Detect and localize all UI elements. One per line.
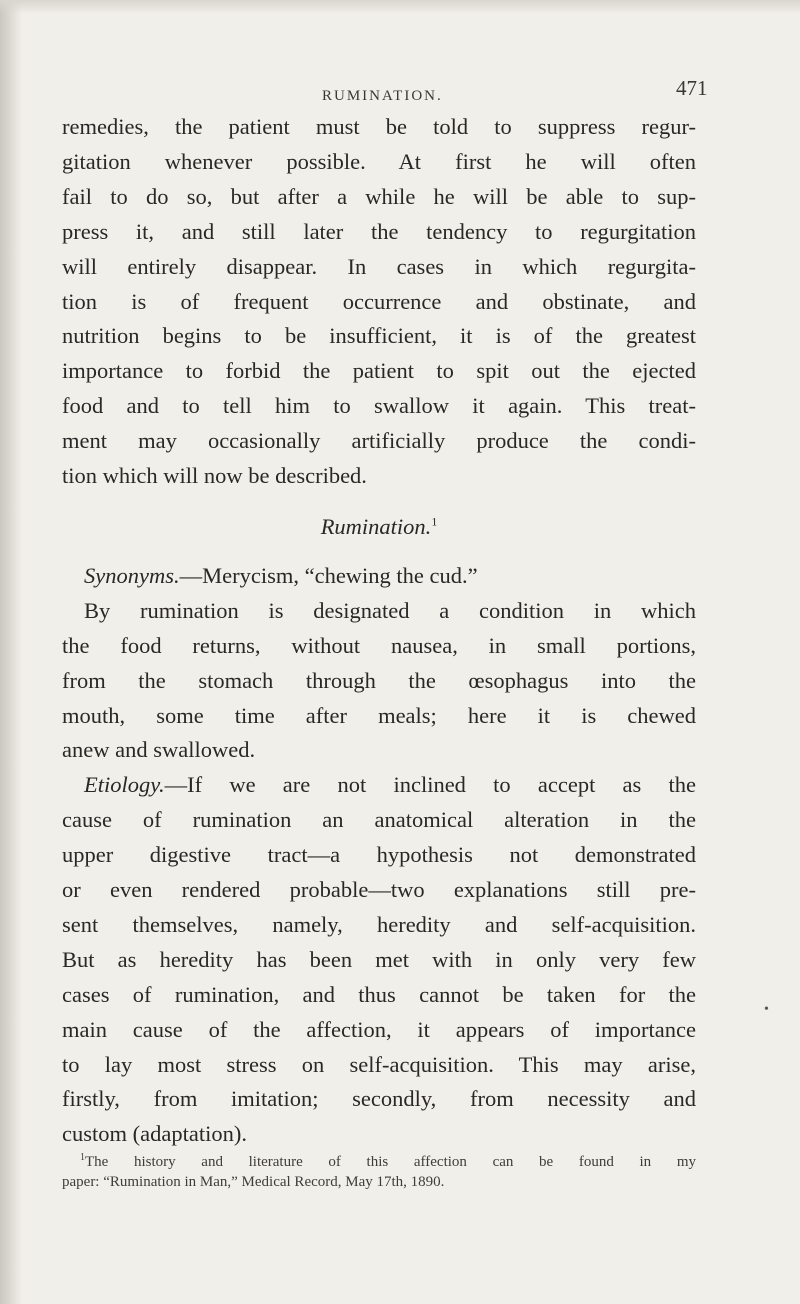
footnote-marker: 1 bbox=[80, 1152, 85, 1163]
text-line: to lay most stress on self-acquisition. This may arise, bbox=[62, 1051, 696, 1077]
text-line: sent themselves, namely, heredity and self-acquisition. bbox=[62, 911, 696, 937]
footnote-text-1: The history and literature of this affection can be found in my bbox=[85, 1154, 696, 1170]
text-line: nutrition begins to be insufficient, it is of the greatest bbox=[62, 323, 696, 349]
text-line: anew and swallowed. bbox=[62, 737, 256, 763]
text-line: from the stomach through the œsophagus into the bbox=[62, 667, 696, 693]
page-edge-shadow-top bbox=[0, 0, 800, 14]
text-line: ment may occasionally artificially produce the condi- bbox=[62, 428, 696, 454]
page-body bbox=[62, 110, 696, 1152]
text-line: food and to tell him to swallow it again. This treat- bbox=[62, 393, 696, 419]
text-line: tion is of frequent occurrence and obstinate, and bbox=[62, 288, 696, 314]
text-line: cause of rumination an anatomical alteration in the bbox=[62, 807, 696, 833]
footnote-reference: 1 bbox=[431, 514, 438, 529]
text-line: or even rendered probable—two explanations still pre- bbox=[62, 877, 696, 903]
text-line: importance to forbid the patient to spit out the ejected bbox=[62, 358, 696, 384]
synonyms-text: —Merycism, “chewing the cud.” bbox=[179, 562, 478, 588]
text-line: mouth, some time after meals; here it is chewed bbox=[62, 702, 696, 728]
text-line: cases of rumination, and thus cannot be taken for the bbox=[62, 981, 696, 1007]
footnote-line bbox=[62, 1152, 696, 1172]
margin-mark: • bbox=[764, 1002, 769, 1017]
text-line: custom (adaptation). bbox=[62, 1121, 247, 1147]
etiology-label: Etiology. bbox=[84, 772, 165, 798]
page-edge-shadow-left bbox=[0, 0, 22, 1304]
text-line: fail to do so, but after a while he will be able to sup- bbox=[62, 183, 696, 209]
synonyms-label: Synonyms. bbox=[84, 562, 180, 588]
text-line bbox=[62, 768, 696, 803]
text-line: upper digestive tract—a hypothesis not demonstrated bbox=[62, 842, 696, 868]
footnote-line: paper: “Rumination in Man,” Medical Record, May 17th, 1890. bbox=[62, 1174, 445, 1190]
section-heading-text: Rumination. bbox=[320, 513, 432, 539]
text-line: gitation whenever possible. At first he will often bbox=[62, 148, 696, 174]
running-head: RUMINATION. bbox=[322, 88, 443, 104]
footnote bbox=[62, 1152, 696, 1192]
synonyms-line bbox=[62, 559, 696, 594]
text-line: tion which will now be described. bbox=[62, 463, 367, 489]
text-line: firstly, from imitation; secondly, from necessity and bbox=[62, 1086, 696, 1112]
etiology-first-line: —If we are not inclined to accept as the bbox=[164, 772, 696, 798]
text-line: main cause of the affection, it appears of importance bbox=[62, 1016, 696, 1042]
text-line: the food returns, without nausea, in small portions, bbox=[62, 632, 696, 658]
definition-paragraph bbox=[62, 594, 696, 769]
text-line: will entirely disappear. In cases in which regurgita- bbox=[62, 253, 696, 279]
text-line: But as heredity has been met with in only very few bbox=[62, 946, 696, 972]
page-number: 471 bbox=[676, 76, 708, 100]
section-heading bbox=[62, 510, 696, 545]
text-line: remedies, the patient must be told to suppress regur- bbox=[62, 114, 696, 139]
intro-paragraph bbox=[62, 110, 696, 494]
text-line: press it, and still later the tendency to regurgitation bbox=[62, 218, 696, 244]
text-line: By rumination is designated a condition in which bbox=[84, 597, 696, 623]
etiology-paragraph bbox=[62, 768, 696, 1152]
